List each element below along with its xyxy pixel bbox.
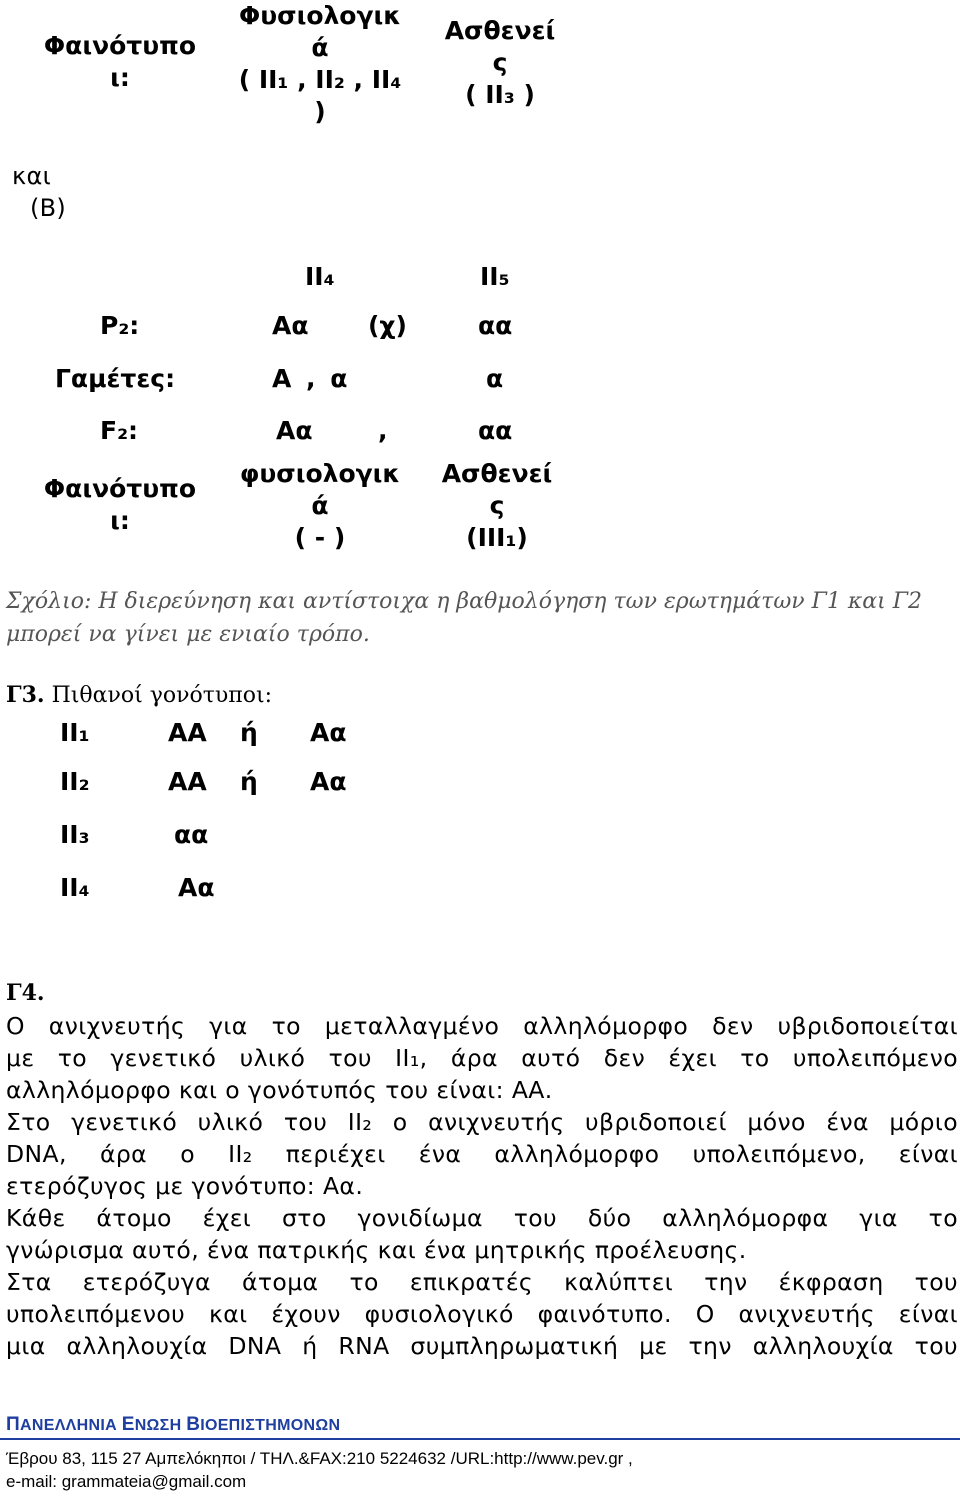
g4-p1-line3: αλληλόμορφο και ο γονότυπός του είναι: ΑΑ. [6, 1076, 553, 1104]
g4-p2-line1: Στο γενετικό υλικό του II₂ ο ανιχνευτής υβριδοποιεί μόνο ένα μόριο [6, 1108, 958, 1136]
gametes-right: α [486, 364, 504, 393]
footer-rule [0, 1438, 960, 1440]
sick-line2: ς [492, 48, 508, 77]
footer-email: e-mail: grammateia@gmail.com [6, 1472, 247, 1491]
f2-left-genotype: Αα [276, 416, 313, 445]
f2-sick-cell: Ασθενεί ς (III₁) [441, 459, 553, 552]
g3-row1-genotype1: ΑΑ [168, 718, 207, 747]
g3-row3-genotype1: αα [174, 820, 209, 849]
gametes-left: Α , α [272, 364, 348, 393]
footer-org-title: ΠΑΝΕΛΛΗΝΙΑ ΕΝΩΣΗ ΒΙΟΕΠΙΣΤΗΜΟΝΩΝ [6, 1414, 341, 1435]
g4-p4-line2: υπολειπόμενου και έχουν φυσιολογικό φαινότυπο. Ο ανιχνευτής είναι [6, 1300, 958, 1328]
g3-row2-individual: II₂ [60, 767, 90, 796]
g4-p4-line1: Στα ετερόζυγα άτομα το επικρατές καλύπτει την έκφραση του [6, 1268, 958, 1296]
g3-row1-individual: II₁ [60, 718, 90, 747]
part-b-label: και (Β) [12, 162, 67, 222]
g4-p3-line2: γνώρισμα αυτό, ένα πατρικής και ένα μητρικής προέλευσης. [6, 1236, 747, 1264]
g4-label: Γ4. [6, 980, 45, 1006]
g4-p1-line2: με το γενετικό υλικό του II₁, άρα αυτό δεν έχει το υπολειπόμενο [6, 1044, 958, 1072]
gametes-label: Γαμέτες: [55, 364, 176, 393]
g3-row2-or: ή [240, 767, 258, 796]
g3-row4-individual: II₄ [60, 873, 90, 902]
comment-line1: Σχόλιο: Η διερεύνηση και αντίστοιχα η βαθμολόγηση των ερωτημάτων Γ1 και Γ2 [6, 589, 923, 614]
f2-right-genotype: αα [478, 416, 513, 445]
top-phenotypes-label: Φαινότυπο ι: [43, 31, 197, 92]
footer-address: Έβρου 83, 115 27 Αμπελόκηποι / ΤΗΛ.&FAX:210 5224632 /URL:http://www.pev.gr , [6, 1449, 633, 1468]
g4-p2-line2: DNA, άρα ο II₂ περιέχει ένα αλληλόμορφο υπολειπόμενο, είναι [6, 1140, 958, 1168]
g3-label: Γ3. [6, 682, 45, 708]
top-sick-cell [425, 15, 575, 111]
f2-label: F₂: [100, 416, 139, 445]
g4-p4-line3: μια αλληλουχία DNA ή RNA συμπληρωματική με την αλληλουχία του [6, 1332, 958, 1360]
g3-row3-individual: II₃ [60, 820, 90, 849]
p2-right-genotype: αα [478, 311, 513, 340]
g4-p3-line1: Κάθε άτομο έχει στο γονιδίωμα του δύο αλληλόμορφα για το [6, 1204, 958, 1232]
g4-p1-line1: Ο ανιχνευτής για το μεταλλαγμένο αλληλόμορφο δεν υβριδοποιείται [6, 1012, 958, 1040]
p2-label: P₂: [100, 311, 140, 340]
p2-cross-symbol: (χ) [368, 311, 407, 340]
f2-physiological-cell: φυσιολογικ ά ( - ) [239, 459, 401, 552]
f2-phenotypes-label: Φαινότυπο ι: [43, 474, 197, 535]
g3-row2-genotype1: ΑΑ [168, 767, 207, 796]
g4-p2-line3: ετερόζυγος με γονότυπο: Αα. [6, 1172, 364, 1200]
g3-row1-or: ή [240, 718, 258, 747]
f2-comma: , [378, 416, 388, 445]
top-physiological-cell [225, 0, 415, 128]
physiological-line3: ( II₁ , II₂ , II₄ [238, 65, 402, 94]
physiological-line4: ) [314, 97, 326, 126]
parent-right-label: II₅ [480, 262, 510, 291]
g3-row1-genotype2: Αα [310, 718, 347, 747]
p2-left-genotype: Αα [272, 311, 309, 340]
physiological-line1: Φυσιολογικ [238, 1, 402, 30]
parent-left-label: II₄ [305, 262, 335, 291]
sick-line1: Ασθενεί [444, 16, 556, 45]
g3-row2-genotype2: Αα [310, 767, 347, 796]
g3-title: Πιθανοί γονότυποι: [51, 683, 273, 708]
physiological-line2: ά [311, 33, 329, 62]
sick-line3: ( II₃ ) [465, 80, 535, 109]
g3-heading [6, 682, 272, 708]
comment-line2: μπορεί να γίνει με ενιαίο τρόπο. [6, 622, 370, 647]
g3-row4-genotype1: Αα [178, 873, 215, 902]
